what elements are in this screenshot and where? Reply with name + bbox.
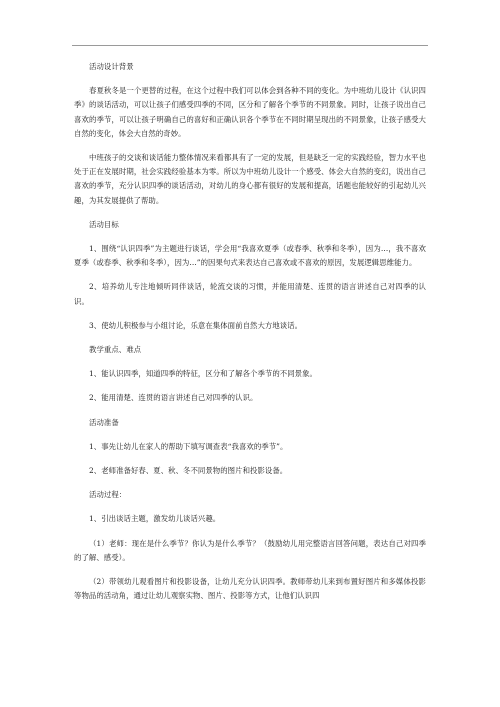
- section-heading-preparation: 活动准备: [89, 417, 119, 427]
- background-paragraph-2: 中班孩子的交谈和谈话能力整体情况来看都具有了一定的发展，但是缺乏一定的实践经验，智力水平也处于正在发展时期，社会实践经验基本为零。所以为中班幼儿设计一个感受、体会大自然的变幻，说出自己喜欢的季节，充分认识四季的谈话活动，对幼儿的身心都有很好的发展和提高，话题也能较好的引起幼儿兴趣，为其发展提供了帮助。: [74, 153, 426, 205]
- document-body: [74, 60, 426, 613]
- background-paragraph-1: 春夏秋冬是一个更替的过程，在这个过程中我们可以体会到各种不同的变化。为中班幼儿设计《认识四季》的谈话活动，可以让孩子们感受四季的不同，区分和了解各个季节的不同景象。同时，让孩子说出自己喜欢的季节，可以让孩子明确自己的喜好和正确认识各个季节在不同时期呈现出的不同景象，让孩子感受大自然的变化，体会大自然的奇妙。: [74, 86, 426, 138]
- section-heading-key-points: 教学重点、难点: [89, 345, 142, 355]
- preparation-item-1: 1、事先让幼儿在家人的帮助下填写调查表“我喜欢的季节”。: [89, 441, 288, 451]
- process-item-1-sub-1: （1）老师：现在是什么季节？你认为是什么季节？（鼓励幼儿用完整语言回答问题，表达自己对四季的了解、感受）。: [74, 538, 426, 562]
- process-item-1: 1、引出谈话主题，激发幼儿谈话兴趣。: [89, 514, 221, 524]
- section-heading-process: 活动过程：: [89, 490, 127, 500]
- process-item-1-sub-2: （2）带领幼儿观看图片和投影设备，让幼儿充分认识四季。教师带幼儿来到布置好图片和多媒体投影等物品的活动角，通过让幼儿观察实物、图片、投影等方式，让他们认识四: [74, 577, 426, 601]
- key-point-item-1: 1、能认识四季，知道四季的特征，区分和了解各个季节的不同景象。: [89, 369, 317, 379]
- header-rule: [72, 45, 428, 46]
- section-heading-goals: 活动目标: [89, 219, 119, 229]
- goal-item-1: 1、围绕“认识四季”为主题进行谈话，学会用“我喜欢夏季（或春季、秋季和冬季），因为…，我不喜欢夏季（或春季、秋季和冬季），因为…”的因果句式来表达自己喜欢或不喜欢的原因，发展逻辑思维能力。: [74, 244, 426, 268]
- key-point-item-2: 2、能用清楚、连贯的语言讲述自己对四季的认识。: [89, 393, 258, 403]
- goal-item-2: 2、培养幼儿专注地倾听同伴谈话，轮流交谈的习惯，并能用清楚、连贯的语言讲述自己对四季的认识。: [74, 282, 426, 306]
- section-heading-background: 活动设计背景: [89, 62, 134, 71]
- goal-item-3: 3、使幼儿积极参与小组讨论，乐意在集体面前自然大方地谈话。: [89, 320, 303, 330]
- preparation-item-2: 2、老师准备好春、夏、秋、冬不同景物的图片和投影设备。: [89, 466, 288, 476]
